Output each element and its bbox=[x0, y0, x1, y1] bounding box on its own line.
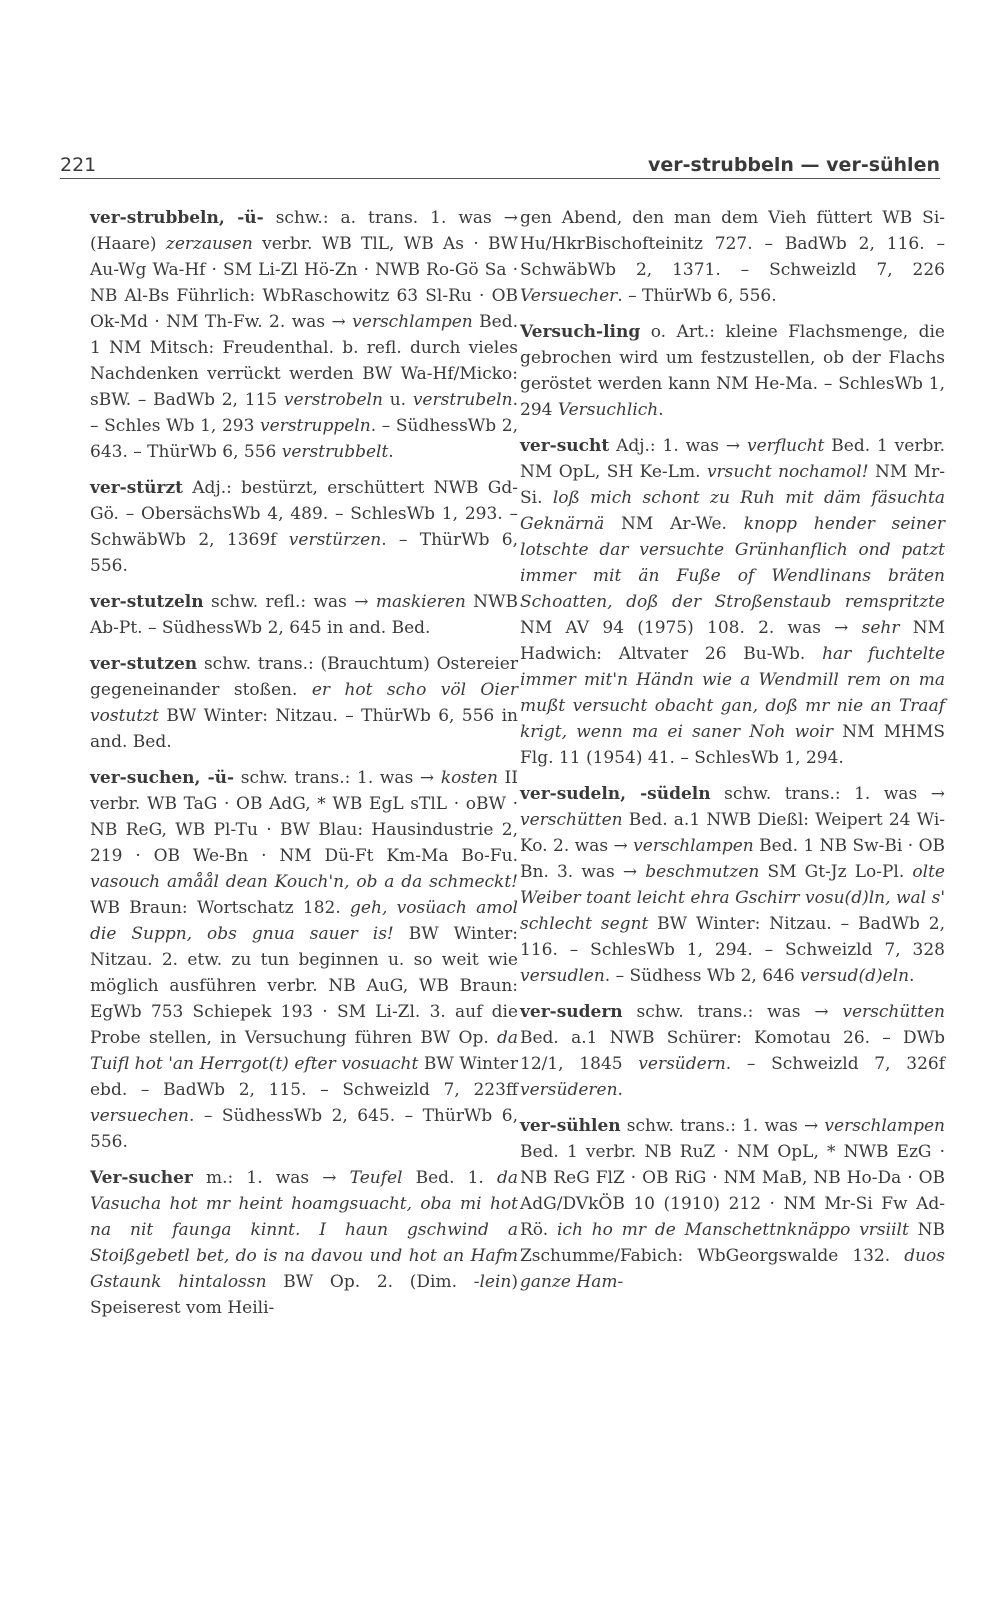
entry-headword: Versuch-ling bbox=[520, 322, 641, 342]
dictionary-entry bbox=[520, 999, 945, 1103]
entry-text: Bed. 1 NM Mitsch: Freudenthal. b. refl. durch vieles Nachdenken verrückt werden BW Wa-Hf/Micko: sBW. – BadWb 2, 115 bbox=[90, 312, 518, 410]
entry-headword: ver-stürzt bbox=[90, 478, 183, 498]
entry-example-italic: vasouch amåål dean Kouch'n, ob a da schmeckt! bbox=[90, 872, 518, 892]
entry-text: Adj.: bestürzt, erschüttert NWB Gd-Gö. – ObersächsWb 4, 489. – SchlesWb 1, 293. – SchwäbWb 2, 1369f bbox=[90, 478, 518, 550]
entry-example-italic: da Vasucha hot mr heint hoamgsuacht, oba mi hot na nit faunga kinnt. I haun gschwind a Stoißgebetl bet, do is na davou und hot an Hafm Gstaunk hintalossn bbox=[90, 1168, 518, 1292]
entry-example-italic: geh, vosüach amol die Suppn, obs gnua sauer is! bbox=[90, 898, 518, 944]
entry-headword: ver-sucht bbox=[520, 436, 610, 456]
entry-text: Bed. 1. bbox=[402, 1168, 497, 1188]
entry-example-italic: verstrobeln bbox=[283, 390, 383, 410]
running-head: ver-strubbeln — ver-sühlen bbox=[648, 154, 940, 176]
left-column bbox=[90, 205, 518, 1331]
entry-example-italic: -lein bbox=[473, 1272, 512, 1292]
entry-text: NM MHMS Flg. 11 (1954) 41. – SchlesWb 1, 294. bbox=[520, 722, 945, 768]
dictionary-entry bbox=[90, 205, 518, 465]
entry-headword: ver-strubbeln, -ü- bbox=[90, 208, 264, 228]
entry-example-italic: verstruppeln bbox=[260, 416, 371, 436]
dictionary-entry bbox=[90, 651, 518, 755]
entry-headword: ver-sühlen bbox=[520, 1116, 621, 1136]
entry-text: Bed. 1 verbr. NM OpL, SH Ke-Lm. bbox=[520, 436, 945, 482]
running-header bbox=[60, 148, 940, 179]
entry-example-italic: verschütten bbox=[842, 1002, 945, 1022]
entry-headword: ver-sudeln, -südeln bbox=[520, 784, 711, 804]
entry-example-italic: verstrubeln bbox=[412, 390, 513, 410]
entry-text: NM AV 94 (1975) 108. 2. was → bbox=[520, 618, 862, 638]
entry-text: . – SüdhessWb 2, 643. – ThürWb 6, 556 bbox=[90, 416, 519, 462]
entry-text: Bed. a.1 NWB Dießl: Weipert 24 Wi-Ko. 2. was → bbox=[520, 810, 945, 856]
entry-text: Bed. 1 NB Sw-Bi · OB Bn. 3. was → bbox=[520, 836, 945, 882]
entry-text: Bed. 1 verbr. NB RuZ · NM OpL, * NWB EzG · NB ReG FlZ · OB RiG · NM MaB, NB Ho-Da · OB AdG/DVkÖB 10 (1910) 212 · NM Mr-Si Fw Ad-Rö. bbox=[520, 1142, 945, 1240]
entry-text: . – Südhess Wb 2, 646 bbox=[604, 966, 801, 986]
entry-example-italic: loß mich schont zu Ruh mit däm fäsuchta Geknärnä bbox=[520, 488, 945, 534]
right-column bbox=[520, 205, 945, 1305]
entry-text: . bbox=[388, 442, 394, 462]
dictionary-entry bbox=[520, 205, 945, 309]
entry-text: schw. trans.: 1. was → bbox=[234, 768, 441, 788]
entry-text: ) Speiserest vom Heili- bbox=[90, 1272, 518, 1318]
entry-text: Bed. a.1 NWB Schürer: Komotau 26. – DWb 12/1, 1845 bbox=[520, 1028, 945, 1074]
entry-example-italic: versud(d)eln bbox=[800, 966, 910, 986]
dictionary-entry bbox=[520, 1113, 945, 1295]
entry-text: u. bbox=[382, 390, 413, 410]
entry-example-italic: knopp hender seiner lotschte dar versuchte Grünhanflich ond patzt immer mit än Fuße of Wendlinans bräten Schoatten, doß der Stroßenstaub remspritzte bbox=[520, 514, 945, 612]
entry-example-italic: versuechen bbox=[90, 1106, 190, 1126]
entry-example-italic: sehr bbox=[861, 618, 900, 638]
entry-example-italic: verschlampen bbox=[824, 1116, 945, 1136]
entry-example-italic: maskieren bbox=[375, 592, 466, 612]
entry-text: . – ThürWb 6, 556. bbox=[617, 286, 777, 306]
dictionary-entry bbox=[90, 1165, 518, 1321]
entry-example-italic: verschlampen bbox=[352, 312, 473, 332]
entry-example-italic: Teufel bbox=[349, 1168, 403, 1188]
entry-example-italic: verflucht bbox=[747, 436, 825, 456]
entry-example-italic: beschmutzen bbox=[645, 862, 760, 882]
dictionary-entry bbox=[520, 781, 945, 989]
entry-text: NWB Ab-Pt. – SüdhessWb 2, 645 in and. Bed. bbox=[90, 592, 518, 638]
entry-example-italic: verschlampen bbox=[633, 836, 754, 856]
entry-text: . bbox=[658, 400, 664, 420]
entry-text: . bbox=[909, 966, 915, 986]
entry-text: . – Schweizld 7, 326f bbox=[725, 1054, 945, 1074]
entry-text: BW Winter: Nitzau. – ThürWb 6, 556 in and. Bed. bbox=[90, 706, 518, 752]
entry-text: m.: 1. was → bbox=[192, 1168, 350, 1188]
entry-example-italic: verschütten bbox=[520, 810, 623, 830]
entry-text: schw. trans.: 1. was → bbox=[620, 1116, 825, 1136]
dictionary-entry bbox=[520, 433, 945, 771]
entry-text: . bbox=[617, 1080, 623, 1100]
entry-text: NM Mr-Si. bbox=[520, 462, 945, 508]
dictionary-entry bbox=[90, 475, 518, 579]
entry-text: schw. refl.: was → bbox=[203, 592, 376, 612]
entry-text: Adj.: 1. was → bbox=[609, 436, 747, 456]
entry-text: SM Gt-Jz Lo-Pl. bbox=[759, 862, 913, 882]
entry-example-italic: ich ho mr de Manschettnknäppo vrsiilt bbox=[556, 1220, 909, 1240]
entry-text: NM Hadwich: Altvater 26 Bu-Wb. bbox=[520, 618, 945, 664]
entry-headword: ver-stutzeln bbox=[90, 592, 204, 612]
entry-example-italic: verstürzen bbox=[288, 530, 382, 550]
entry-example-italic: Versuecher bbox=[520, 286, 618, 306]
entry-text: schw. trans.: 1. was → bbox=[710, 784, 945, 804]
entry-text: o. Art.: kleine Flachsmenge, die gebrochen wird um festzustellen, ob der Flachs geröstet werden kann NM He-Ma. – SchlesWb 1, 294 bbox=[520, 322, 945, 420]
dictionary-entry bbox=[90, 589, 518, 641]
entry-example-italic: versudlen bbox=[520, 966, 605, 986]
entry-headword: ver-suchen, -ü- bbox=[90, 768, 235, 788]
entry-text: BW Winter: Nitzau. – BadWb 2, 116. – SchlesWb 1, 294. – Schweizld 7, 328 bbox=[520, 914, 945, 960]
entry-headword: ver-stutzen bbox=[90, 654, 198, 674]
page-number: 221 bbox=[60, 154, 97, 176]
entry-example-italic: zerzausen bbox=[165, 234, 253, 254]
entry-text: NB Zschumme/Fabich: WbGeorgswalde 132. bbox=[520, 1220, 946, 1266]
entry-headword: Ver-sucher bbox=[90, 1168, 193, 1188]
entry-example-italic: kosten bbox=[440, 768, 498, 788]
entry-example-italic: Versuchlich bbox=[557, 400, 659, 420]
dictionary-entry bbox=[520, 319, 945, 423]
entry-example-italic: duos ganze Ham- bbox=[520, 1246, 945, 1292]
entry-example-italic: verstrubbelt bbox=[281, 442, 389, 462]
entry-text: schw. trans.: was → bbox=[622, 1002, 843, 1022]
entry-text: BW Op. 2. (Dim. bbox=[266, 1272, 474, 1292]
entry-example-italic: vrsucht nochamol! bbox=[706, 462, 869, 482]
entry-example-italic: har fuchtelte immer mit'n Händn wie a Wendmill rem on ma mußt versucht obacht gan, doß mr nie an Traaf krigt, wenn ma ei saner Noh woir bbox=[520, 644, 946, 742]
entry-text: . – ThürWb 6, 556. bbox=[90, 530, 518, 576]
entry-example-italic: versüderen bbox=[520, 1080, 618, 1100]
entry-text: WB Braun: Wortschatz 182. bbox=[90, 898, 351, 918]
entry-text: NM Ar-We. bbox=[604, 514, 744, 534]
entry-example-italic: olte Weiber toant leicht ehra Gschirr vosu(d)ln, wal s' schlecht segnt bbox=[520, 862, 945, 934]
entry-text: verbr. WB TlL, WB As · BW Au-Wg Wa-Hf · SM Li-Zl Hö-Zn · NWB Ro-Gö Sa · NB Al-Bs Führlich: WbRaschowitz 63 Sl-Ru · OB Ok-Md · NM Th-Fw. 2. was → bbox=[90, 234, 519, 332]
entry-text: . – Schles Wb 1, 293 bbox=[90, 390, 518, 436]
entry-headword: ver-sudern bbox=[520, 1002, 623, 1022]
dictionary-entry bbox=[90, 765, 518, 1155]
entry-text: schw. trans.: (Brauchtum) Ostereier gegeneinander stoßen. bbox=[90, 654, 518, 700]
entry-text: schw.: a. trans. 1. was → (Haare) bbox=[90, 208, 518, 254]
entry-text: . – SüdhessWb 2, 645. – ThürWb 6, 556. bbox=[90, 1106, 518, 1152]
entry-text: gen Abend, den man dem Vieh füttert WB Si-Hu/HkrBischofteinitz 727. – BadWb 2, 116. – SchwäbWb 2, 1371. – Schweizld 7, 226 bbox=[520, 208, 945, 280]
entry-text: II verbr. WB TaG · OB AdG, * WB EgL sTlL · oBW · NB ReG, WB Pl-Tu · BW Blau: Hausindustrie 2, 219 · OB We-Bn · NM Dü-Ft Km-Ma Bo-Fu. bbox=[90, 768, 518, 866]
entry-text: BW Winter: Nitzau. 2. etw. zu tun beginnen u. so weit wie möglich ausführen verbr. NB AuG, WB Braun: EgWb 753 Schiepek 193 · SM Li-Zl. 3. auf die Probe stellen, in Versuchung führen BW Op. bbox=[90, 924, 518, 1048]
entry-example-italic: da Tuifl hot 'an Herrgot(t) efter vosuacht bbox=[90, 1028, 518, 1074]
entry-text: BW Winter ebd. – BadWb 2, 115. – Schweizld 7, 223ff bbox=[90, 1054, 518, 1100]
entry-example-italic: versüdern bbox=[638, 1054, 726, 1074]
entry-example-italic: er hot scho völ Oier vostutzt bbox=[90, 680, 518, 726]
